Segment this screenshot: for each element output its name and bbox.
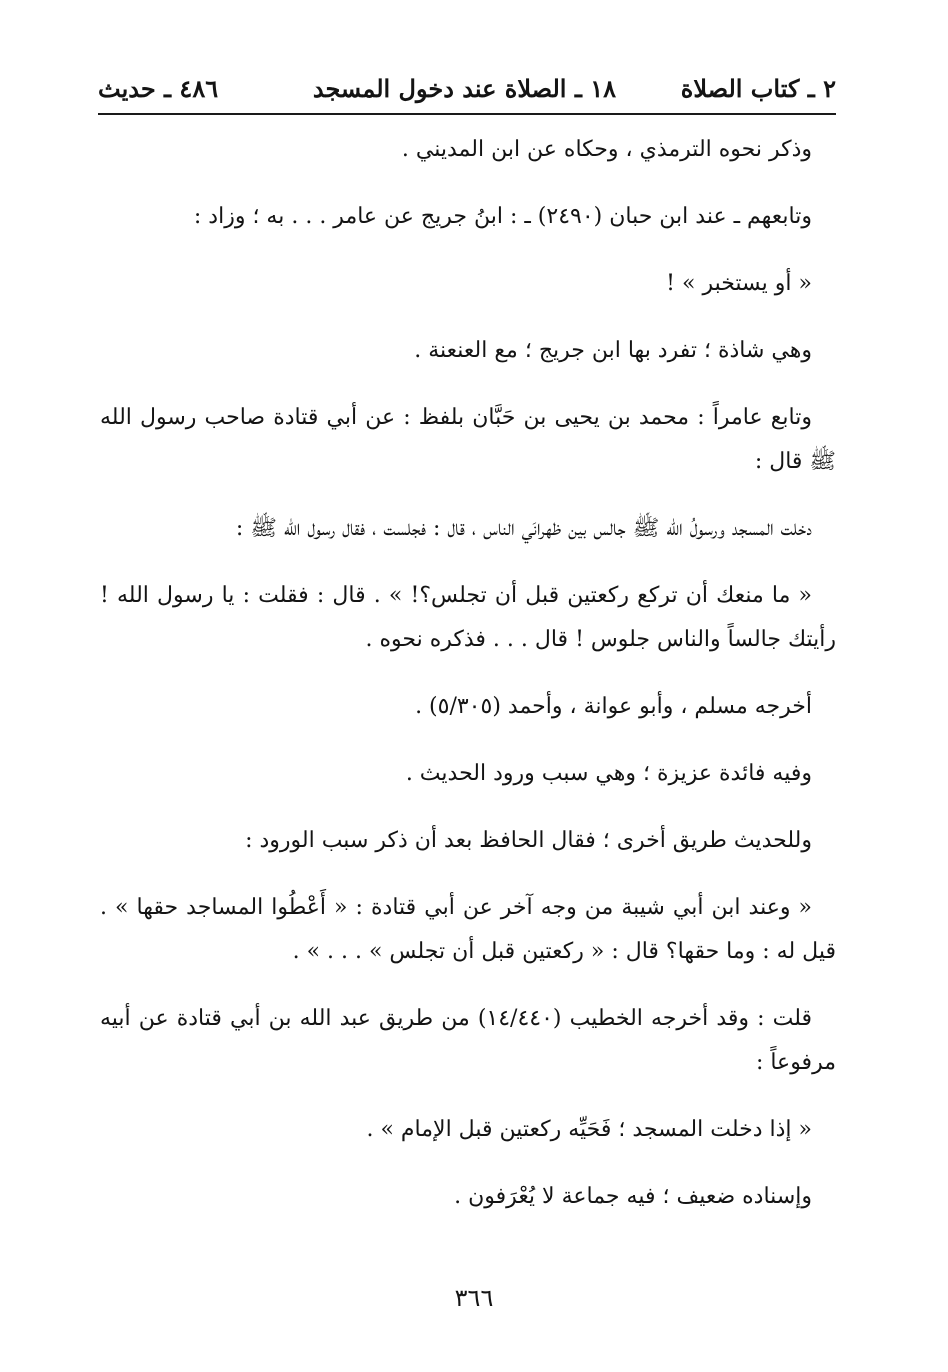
paragraph: « إذا دخلت المسجد ؛ فَحَيِّه ركعتين قبل الإمام » .	[366, 1117, 812, 1142]
section-title: ١٨ ـ الصلاة عند دخول المسجد	[312, 74, 616, 103]
paragraph: وهي شاذة ؛ تفرد بها ابن جريج ؛ مع العنعنة .	[414, 338, 812, 363]
body-text	[100, 128, 836, 1242]
paragraph: « ما منعك أن تركع ركعتين قبل أن تجلس؟! » . قال : فقلت : يا رسول الله ! رأيتك جالساً والناس جلوس ! قال . . . فذكره نحوه .	[100, 583, 836, 652]
header-divider	[98, 113, 836, 115]
paragraph: قلت : وقد أخرجه الخطيب (١٤/٤٤٠) من طريق عبد الله بن أبي قتادة عن أبيه مرفوعاً :	[100, 1006, 836, 1075]
paragraph: وإسناده ضعيف ؛ فيه جماعة لا يُعْرَفون .	[454, 1184, 812, 1209]
paragraph: دخلت المسجد ورسولُ الله ﷺ جالس بين ظهرانَي الناس ، قال : فجلست ، فقال رسول الله ﷺ :	[235, 516, 812, 541]
paragraph: وللحديث طريق أخرى ؛ فقال الحافظ بعد أن ذكر سبب الورود :	[245, 828, 812, 853]
paragraph: وتابعهم ـ عند ابن حبان (٢٤٩٠) ـ : ابنُ جريج عن عامر . . . به ؛ وزاد :	[193, 204, 812, 229]
paragraph: وفيه فائدة عزيزة ؛ وهي سبب ورود الحديث .	[405, 761, 812, 786]
running-header	[98, 72, 836, 112]
chapter-title: ٢ ـ كتاب الصلاة	[680, 74, 836, 103]
paragraph: « وعند ابن أبي شيبة من وجه آخر عن أبي قتادة : « أَعْطُوا المساجد حقها » . قيل له : وما حقها؟ قال : « ركعتين قبل أن تجلس » . . . » .	[100, 895, 836, 964]
page-number: ٣٦٦	[454, 1284, 494, 1312]
paragraph: « أو يستخبر » !	[666, 271, 812, 296]
paragraph: أخرجه مسلم ، وأبو عوانة ، وأحمد (٥/٣٠٥) .	[415, 694, 812, 719]
paragraph: وتابع عامراً : محمد بن يحيى بن حَبَّان بلفظ : عن أبي قتادة صاحب رسول الله ﷺ قال :	[100, 405, 836, 474]
paragraph: وذكر نحوه الترمذي ، وحكاه عن ابن المديني .	[401, 137, 812, 162]
hadith-number: ٤٨٦ ـ حديث	[98, 74, 219, 103]
